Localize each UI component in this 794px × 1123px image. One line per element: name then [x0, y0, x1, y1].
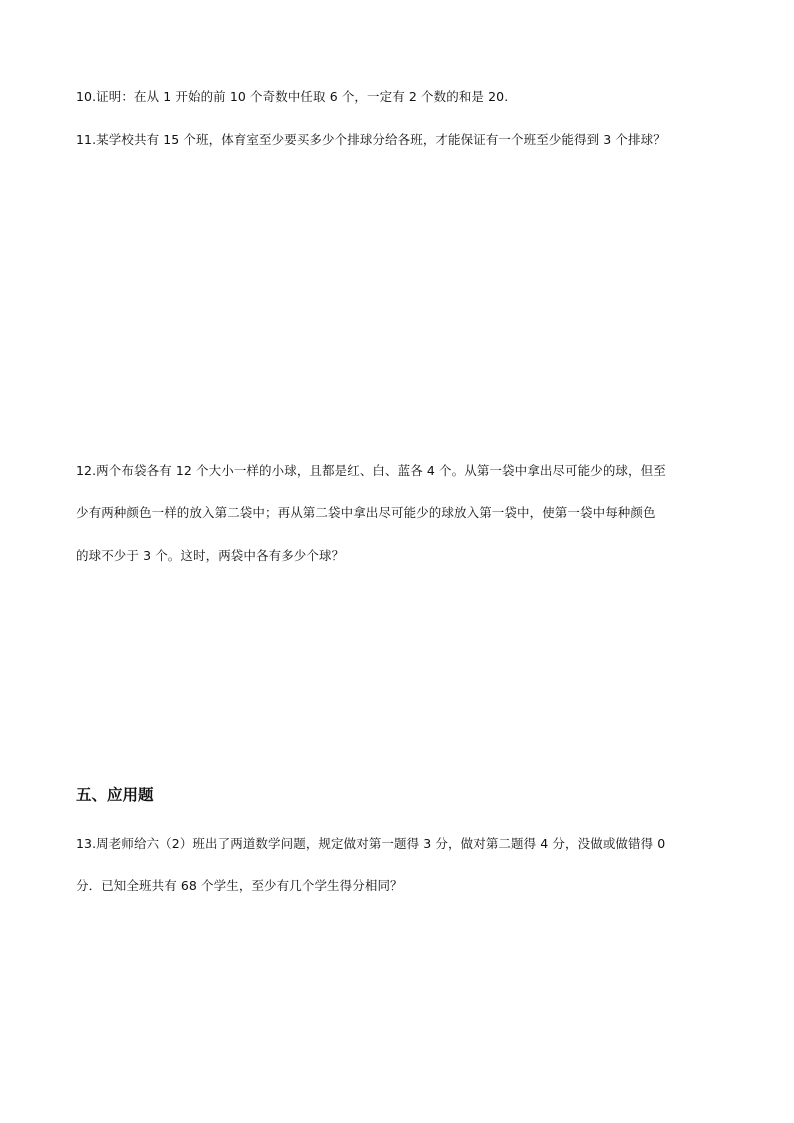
question-12-line-3: 的球不少于 3 个。这时，两袋中各有多少个球？ [76, 548, 345, 563]
question-13-line-2: 分．已知全班共有 68 个学生，至少有几个学生得分相同？ [76, 878, 403, 893]
question-13-line-1: 13.周老师给六（2）班出了两道数学问题，规定做对第一题得 3 分，做对第二题得 4 分，没做或做错得 0 [76, 836, 666, 851]
question-12-line-2: 少有两种颜色一样的放入第二袋中；再从第二袋中拿出尽可能少的球放入第一袋中，使第一袋中每种颜色 [76, 505, 656, 520]
question-10-line-1: 10.证明：在从 1 开始的前 10 个奇数中任取 6 个，一定有 2 个数的和是 20. [76, 89, 509, 104]
question-11-line-1: 11.某学校共有 15 个班，体育室至少要买多少个排球分给各班，才能保证有一个班至少能得到 3 个排球？ [76, 132, 666, 147]
question-12-line-1: 12.两个布袋各有 12 个大小一样的小球，且都是红、白、蓝各 4 个。从第一袋中拿出尽可能少的球，但至 [76, 463, 666, 478]
section-heading: 五、应用题 [76, 786, 154, 804]
